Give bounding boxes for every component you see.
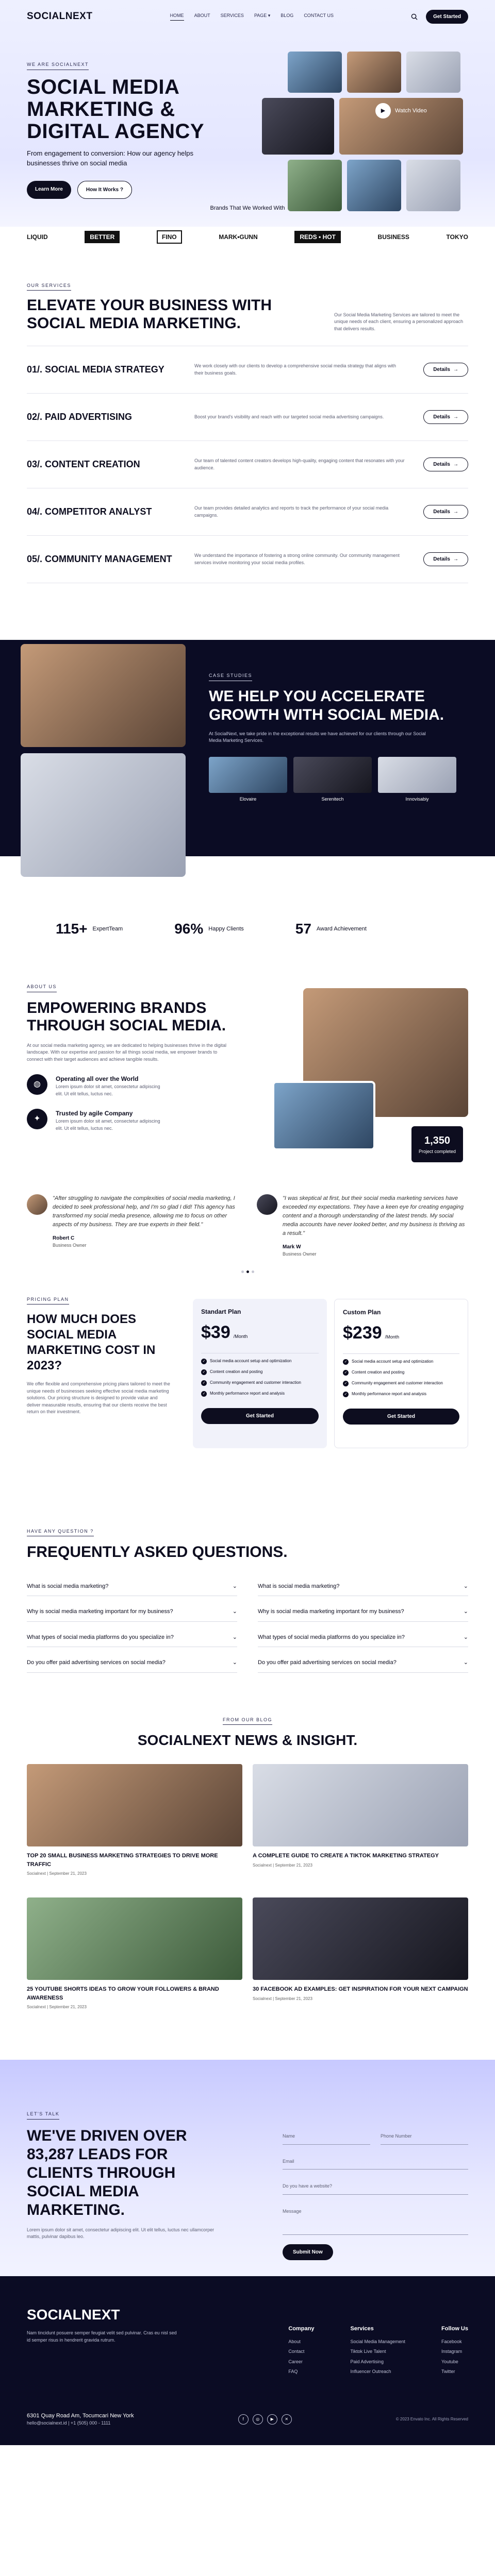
phone-field[interactable]: Phone Number bbox=[381, 2129, 468, 2145]
services-list bbox=[27, 346, 468, 583]
footer-column-services bbox=[350, 2325, 405, 2379]
plan-feature-text: Community engagement and customer interaction bbox=[210, 1380, 301, 1385]
blog-eyebrow: FROM OUR BLOG bbox=[223, 1717, 272, 1725]
stat-number: 57 bbox=[295, 921, 311, 937]
case-study-photo bbox=[21, 753, 186, 877]
facebook-icon[interactable]: f bbox=[238, 2414, 249, 2425]
case-thumbnails bbox=[209, 757, 467, 803]
stat-item bbox=[174, 918, 244, 940]
blog-post-title[interactable]: A COMPLETE GUIDE TO CREATE A TIKTOK MARKETING STRATEGY bbox=[253, 1853, 439, 1859]
footer-link[interactable]: FAQ bbox=[288, 2369, 298, 2375]
plan-get-started-button[interactable]: Get Started bbox=[201, 1408, 319, 1424]
footer-column-follow bbox=[441, 2325, 468, 2379]
blog-post-date: Socialnext | September 21, 2023 bbox=[27, 1871, 87, 1876]
faq-question: Why is social media marketing important for my business? bbox=[258, 1608, 404, 1615]
testimonials-section bbox=[27, 1194, 468, 1273]
stat-label: Award Achievement bbox=[316, 925, 367, 932]
about-feature bbox=[27, 1109, 233, 1132]
service-name: 04/. COMPETITOR ANALYST bbox=[27, 506, 152, 517]
projects-label: Project completed bbox=[418, 1149, 456, 1155]
service-description: We work closely with our clients to develop a comprehensive social media strategy that aligns with their business goals. bbox=[194, 363, 397, 376]
blog-post-date: Socialnext | September 21, 2023 bbox=[27, 2005, 87, 2010]
about-photos bbox=[272, 988, 468, 1174]
case-thumbnail[interactable] bbox=[209, 757, 287, 803]
plan-price: $39 bbox=[201, 1322, 230, 1342]
nav-contact[interactable]: CONTACT US bbox=[304, 12, 334, 18]
case-studies-text: At SocialNext, we take pride in the exceptional results we have achieved for our clients through our Social Media Marketing Services. bbox=[209, 731, 426, 743]
plan-feature-text: Content creation and posting bbox=[352, 1369, 405, 1375]
brand-logo-better: BETTER bbox=[85, 231, 120, 243]
stat-item bbox=[295, 918, 367, 940]
email-field[interactable]: Email bbox=[283, 2154, 468, 2170]
twitter-icon[interactable]: ✕ bbox=[282, 2414, 292, 2425]
footer-logo[interactable]: SOCIALNEXT bbox=[27, 2307, 120, 2323]
stat-number: 96% bbox=[174, 921, 204, 937]
check-icon: ✓ bbox=[201, 1369, 207, 1375]
check-icon: ✓ bbox=[343, 1381, 349, 1386]
service-name: 03/. CONTENT CREATION bbox=[27, 459, 140, 469]
footer-column-title: Company bbox=[288, 2326, 315, 2332]
blog-post-title[interactable]: 25 YOUTUBE SHORTS IDEAS TO GROW YOUR FOLLOWERS & BRAND AWARENESS bbox=[27, 1986, 219, 2001]
plan-name: Custom Plan bbox=[343, 1308, 381, 1316]
plan-feature-text: Monthly performance report and analysis bbox=[352, 1391, 426, 1396]
faq-question: What types of social media platforms do you specialize in? bbox=[27, 1634, 174, 1640]
message-field[interactable]: Message bbox=[283, 2204, 468, 2235]
get-started-button[interactable]: Get Started bbox=[426, 10, 468, 24]
details-label: Details bbox=[433, 556, 450, 562]
youtube-icon[interactable]: ▶ bbox=[267, 2414, 277, 2425]
blog-title: SOCIALNEXT NEWS & INSIGHT. bbox=[137, 1732, 358, 1749]
footer-column-title: Services bbox=[350, 2326, 374, 2332]
service-name: 01/. SOCIAL MEDIA STRATEGY bbox=[27, 364, 164, 375]
faq-question: What is social media marketing? bbox=[27, 1583, 109, 1589]
team-photo bbox=[406, 52, 460, 93]
blog-post-card[interactable] bbox=[253, 1897, 468, 2010]
pricing-section bbox=[27, 1294, 468, 1448]
details-label: Details bbox=[433, 414, 450, 420]
nav-about[interactable]: ABOUT bbox=[194, 12, 210, 18]
service-description: Boost your brand's visibility and reach with our targeted social media advertising campaigns. bbox=[194, 414, 384, 419]
details-label: Details bbox=[433, 367, 450, 372]
faq-list bbox=[27, 1577, 468, 1673]
testimonial-name: Mark W bbox=[283, 1244, 301, 1250]
footer-description: Nam tincidunt posuere semper feugiat velit sed pulvinar. Cras eu nisl sed id semper risus in hendrerit gravida rutrum. bbox=[27, 2330, 177, 2343]
details-label: Details bbox=[433, 509, 450, 515]
feature-title: Operating all over the World bbox=[56, 1075, 139, 1082]
nav-links bbox=[170, 12, 334, 21]
chevron-down-icon: ⌄ bbox=[463, 1659, 468, 1666]
copyright: © 2023 Envato Inc. All Rights Reserved bbox=[395, 2416, 468, 2421]
check-icon: ✓ bbox=[201, 1391, 207, 1397]
brand-logo-liquid: LIQUID bbox=[27, 233, 48, 241]
service-row bbox=[27, 536, 468, 583]
nav-home[interactable]: HOME bbox=[170, 12, 184, 21]
feature-description: Lorem ipsum dolor sit amet, consectetur adipiscing elit. Ut elit tellus, luctus nec. bbox=[56, 1118, 160, 1131]
plan-feature bbox=[201, 1359, 319, 1364]
arrow-right-icon: → bbox=[453, 556, 458, 562]
hero-title: SOCIAL MEDIA MARKETING & DIGITAL AGENCY bbox=[27, 75, 205, 143]
blog-post-grid bbox=[27, 1764, 468, 2010]
plan-feature bbox=[343, 1370, 459, 1376]
service-row bbox=[27, 394, 468, 441]
projects-count: 1,350 bbox=[424, 1135, 451, 1147]
footer-column-company bbox=[288, 2325, 314, 2379]
case-studies-eyebrow: CASE STUDIES bbox=[209, 672, 252, 681]
blog-post-title[interactable]: TOP 20 SMALL BUSINESS MARKETING STRATEGIES TO DRIVE MORE TRAFFIC bbox=[27, 1853, 218, 1868]
check-icon: ✓ bbox=[201, 1380, 207, 1386]
projects-badge bbox=[411, 1126, 463, 1162]
top-nav bbox=[27, 0, 468, 33]
contact-text: Lorem ipsum dolor sit amet, consectetur adipiscing elit. Ut elit tellus, luctus nec ullamcorper mattis, pulvinar dapibus leo. bbox=[27, 2227, 214, 2240]
services-intro: Our Social Media Marketing Services are tailored to meet the unique needs of each client, ensuring a personalized approach that delivers results. bbox=[334, 312, 464, 331]
brands-title: Brands That We Worked With bbox=[210, 205, 285, 211]
contact-section bbox=[0, 2060, 495, 2276]
arrow-right-icon: → bbox=[453, 509, 458, 515]
service-details-button[interactable] bbox=[423, 457, 468, 471]
nav-actions bbox=[411, 10, 468, 24]
hero-photo-collage bbox=[262, 52, 468, 216]
testimonial-role: Business Owner bbox=[53, 1243, 87, 1248]
case-studies-section bbox=[0, 640, 495, 882]
service-description: Our team of talented content creators develops high-quality, engaging content that resonates with your audience. bbox=[194, 458, 405, 470]
carousel-dot-active[interactable] bbox=[246, 1270, 249, 1273]
blog-post-image bbox=[253, 1764, 468, 1846]
case-thumbnail[interactable] bbox=[293, 757, 372, 803]
blog-post-date: Socialnext | September 21, 2023 bbox=[253, 1862, 312, 1868]
faq-question: Do you offer paid advertising services on social media? bbox=[27, 1659, 166, 1666]
case-thumbnail-image bbox=[293, 757, 372, 793]
check-icon: ✓ bbox=[201, 1359, 207, 1364]
team-photo bbox=[288, 160, 342, 211]
arrow-right-icon: → bbox=[453, 367, 458, 372]
about-photo-secondary bbox=[272, 1081, 375, 1150]
details-label: Details bbox=[433, 462, 450, 467]
team-photo bbox=[347, 160, 401, 211]
faq-item[interactable] bbox=[27, 1602, 237, 1622]
testimonial-quote: "After struggling to navigate the complexities of social media marketing, I decided to seek professional help, and I'm so glad I did! This agency has transformed my social media presence, allowing me to focus on other aspects of my business. They are true experts in their field." bbox=[53, 1195, 235, 1228]
blog-post-card[interactable] bbox=[27, 1764, 242, 1877]
plan-period: /Month bbox=[233, 1333, 248, 1339]
footer-link[interactable]: Influencer Outreach bbox=[350, 2369, 391, 2375]
faq-question: What types of social media platforms do you specialize in? bbox=[258, 1634, 405, 1640]
service-description: Our team provides detailed analytics and reports to track the performance of your social media campaigns. bbox=[194, 505, 389, 518]
services-title: ELEVATE YOUR BUSINESS WITH SOCIAL MEDIA MARKETING. bbox=[27, 297, 272, 332]
footer-link[interactable]: Contact bbox=[288, 2349, 305, 2354]
site-footer bbox=[0, 2276, 495, 2445]
stat-item bbox=[56, 918, 123, 940]
faq-question: Why is social media marketing important for my business? bbox=[27, 1608, 173, 1615]
footer-contact: hello@socialnext.id | +1 (505) 000 - 1111 bbox=[27, 2420, 111, 2426]
faq-item[interactable] bbox=[258, 1602, 468, 1622]
globe-icon: ◍ bbox=[27, 1074, 47, 1095]
case-study-photo bbox=[21, 644, 186, 747]
blog-post-card[interactable] bbox=[27, 1897, 242, 2010]
site-logo[interactable]: SOCIALNEXT bbox=[27, 10, 93, 22]
footer-link[interactable]: Twitter bbox=[441, 2369, 455, 2375]
chevron-down-icon: ⌄ bbox=[463, 1583, 468, 1589]
nav-page[interactable]: PAGE ▾ bbox=[254, 12, 271, 18]
service-row bbox=[27, 441, 468, 488]
check-icon: ✓ bbox=[343, 1392, 349, 1397]
case-studies-title: WE HELP YOU ACCELERATE GROWTH WITH SOCIAL MEDIA. bbox=[209, 687, 444, 723]
feature-description: Lorem ipsum dolor sit amet, consectetur adipiscing elit. Ut elit tellus, luctus nec. bbox=[56, 1084, 160, 1096]
hero-eyebrow: WE ARE SOCIALNEXT bbox=[27, 61, 89, 70]
blog-post-card[interactable] bbox=[253, 1764, 468, 1877]
case-thumbnail-label: Serenitech bbox=[321, 796, 344, 802]
faq-eyebrow: HAVE ANY QUESTION ? bbox=[27, 1528, 94, 1537]
service-description: We understand the importance of fostering a strong online community. Our community management services involve monitoring your social media profiles. bbox=[194, 553, 400, 565]
watch-video-control[interactable] bbox=[375, 103, 427, 118]
blog-post-image bbox=[253, 1897, 468, 1980]
case-thumbnail[interactable] bbox=[378, 757, 456, 803]
chevron-down-icon: ⌄ bbox=[232, 1583, 237, 1589]
footer-link[interactable]: Career bbox=[288, 2359, 303, 2364]
watch-video-label: Watch Video bbox=[395, 107, 427, 114]
pricing-card-standard bbox=[193, 1299, 327, 1448]
pricing-eyebrow: PRICING PLAN bbox=[27, 1296, 69, 1305]
about-feature bbox=[27, 1074, 233, 1097]
faq-item[interactable] bbox=[27, 1628, 237, 1648]
learn-more-button[interactable]: Learn More bbox=[27, 181, 71, 199]
footer-link[interactable]: Facebook bbox=[441, 2338, 462, 2344]
pricing-card-custom bbox=[334, 1299, 468, 1448]
plan-feature-text: Social media account setup and optimization bbox=[352, 1359, 434, 1364]
plan-feature bbox=[343, 1359, 459, 1365]
service-details-button[interactable] bbox=[423, 505, 468, 519]
pricing-text: We offer flexible and comprehensive pricing plans tailored to meet the unique needs of businesses seeking effective social media marketing solutions. Our pricing structure is designed to provide value and deliver measurable results, ensuring that our clients receive the best return on their investment. bbox=[27, 1381, 170, 1415]
services-section bbox=[27, 280, 468, 584]
case-thumbnail-label: Elovaire bbox=[239, 796, 257, 802]
about-title: EMPOWERING BRANDS THROUGH SOCIAL MEDIA. bbox=[27, 999, 226, 1034]
team-photo bbox=[347, 52, 401, 93]
nav-services[interactable]: SERVICES bbox=[220, 12, 244, 18]
team-photo bbox=[262, 98, 334, 155]
chevron-down-icon: ⌄ bbox=[463, 1634, 468, 1640]
service-details-button[interactable] bbox=[423, 363, 468, 377]
service-details-button[interactable] bbox=[423, 552, 468, 566]
faq-item[interactable] bbox=[27, 1653, 237, 1673]
plan-feature bbox=[201, 1380, 319, 1386]
blog-post-title[interactable]: 30 FACEBOOK AD EXAMPLES: GET INSPIRATION FOR YOUR NEXT CAMPAIGN bbox=[253, 1986, 468, 1993]
plan-get-started-button[interactable]: Get Started bbox=[343, 1409, 459, 1425]
chevron-down-icon: ⌄ bbox=[232, 1659, 237, 1666]
check-icon: ✓ bbox=[343, 1370, 349, 1376]
faq-item[interactable] bbox=[258, 1653, 468, 1673]
testimonial-quote: "I was skeptical at first, but their social media marketing services have exceeded my expectations. They have a keen eye for creating engaging content and a thorough understanding of the latest trends. My social media accounts have never looked better, and my business is thriving as a result." bbox=[283, 1195, 465, 1237]
service-details-button[interactable] bbox=[423, 410, 468, 424]
plan-feature-text: Social media account setup and optimization bbox=[210, 1358, 292, 1363]
testimonial-role: Business Owner bbox=[283, 1251, 317, 1257]
service-name: 02/. PAID ADVERTISING bbox=[27, 412, 133, 422]
arrow-right-icon: → bbox=[453, 414, 458, 420]
testimonial-name: Robert C bbox=[53, 1235, 75, 1242]
feature-title: Trusted by agile Company bbox=[56, 1110, 133, 1117]
plan-feature bbox=[201, 1391, 319, 1397]
case-thumbnail-image bbox=[209, 757, 287, 793]
footer-link[interactable]: Social Media Management bbox=[350, 2338, 406, 2344]
plan-name: Standart Plan bbox=[201, 1308, 241, 1315]
footer-link[interactable]: Tiktok Live Talent bbox=[350, 2349, 386, 2354]
testimonial-card bbox=[27, 1194, 238, 1258]
carousel-dot[interactable] bbox=[252, 1270, 254, 1273]
name-field[interactable]: Name bbox=[283, 2129, 370, 2145]
brand-logo-row bbox=[27, 230, 468, 244]
plan-feature-text: Community engagement and customer interaction bbox=[352, 1380, 443, 1385]
faq-item[interactable] bbox=[258, 1577, 468, 1597]
footer-link[interactable]: Youtube bbox=[441, 2359, 458, 2364]
instagram-icon[interactable]: ◎ bbox=[253, 2414, 263, 2425]
faq-question: Do you offer paid advertising services on social media? bbox=[258, 1659, 397, 1666]
footer-link[interactable]: About bbox=[288, 2338, 301, 2344]
team-photo bbox=[288, 52, 342, 93]
services-eyebrow: OUR SERVICES bbox=[27, 282, 71, 291]
blog-post-image bbox=[27, 1897, 242, 1980]
plan-period: /Month bbox=[385, 1334, 400, 1340]
submit-button[interactable]: Submit Now bbox=[283, 2244, 333, 2260]
stat-label: ExpertTeam bbox=[92, 925, 123, 932]
faq-item[interactable] bbox=[258, 1628, 468, 1648]
case-thumbnail-image bbox=[378, 757, 456, 793]
stat-label: Happy Clients bbox=[208, 925, 244, 932]
faq-item[interactable] bbox=[27, 1577, 237, 1597]
brand-logo-mark-gunn: MARK•GUNN bbox=[219, 233, 258, 241]
footer-link[interactable]: Paid Advertising bbox=[350, 2359, 384, 2364]
faq-question: What is social media marketing? bbox=[258, 1583, 340, 1589]
case-thumbnail-label: Innovisabiy bbox=[405, 796, 429, 802]
plan-feature bbox=[201, 1369, 319, 1375]
brand-logo-business: BUSINESS bbox=[377, 233, 409, 241]
carousel-dot[interactable] bbox=[241, 1270, 244, 1273]
pricing-title: HOW MUCH DOES SOCIAL MEDIA MARKETING COST IN 2023? bbox=[27, 1312, 156, 1373]
how-it-works-button[interactable]: How It Works ? bbox=[77, 181, 132, 199]
hero-subtitle: From engagement to conversion: How our agency helps businesses thrive on social media bbox=[27, 149, 194, 167]
chevron-down-icon: ⌄ bbox=[463, 1608, 468, 1615]
play-icon[interactable]: ▶ bbox=[375, 103, 391, 118]
about-eyebrow: ABOUT US bbox=[27, 984, 57, 992]
plan-feature-text: Content creation and posting bbox=[210, 1369, 263, 1374]
stats-row bbox=[27, 918, 468, 940]
avatar bbox=[27, 1194, 47, 1215]
check-icon: ✓ bbox=[343, 1359, 349, 1365]
chevron-down-icon: ⌄ bbox=[232, 1634, 237, 1640]
arrow-right-icon: → bbox=[453, 462, 458, 467]
plan-price: $239 bbox=[343, 1323, 382, 1343]
avatar bbox=[257, 1194, 277, 1215]
contact-form bbox=[283, 2129, 468, 2260]
service-row bbox=[27, 488, 468, 536]
brand-logo-tokyo: TOKYO bbox=[446, 233, 468, 241]
about-section bbox=[27, 981, 468, 1174]
stat-number: 115+ bbox=[56, 921, 88, 937]
hero-section bbox=[0, 0, 495, 227]
blog-post-image bbox=[27, 1764, 242, 1846]
blog-post-date: Socialnext | September 21, 2023 bbox=[253, 1996, 312, 2001]
blog-section bbox=[27, 1714, 468, 2011]
handshake-icon: ✦ bbox=[27, 1109, 47, 1129]
social-icons bbox=[238, 2414, 292, 2425]
contact-eyebrow: LET'S TALK bbox=[27, 2111, 59, 2120]
plan-feature bbox=[343, 1392, 459, 1397]
carousel-dots bbox=[27, 1270, 468, 1273]
service-row bbox=[27, 346, 468, 394]
about-text: At our social media marketing agency, we are dedicated to helping businesses thrive in the digital landscape. With our expertise and passion for all things social media, we empower brands to connect with their target audiences and achieve tangible results. bbox=[27, 1042, 227, 1062]
faq-section bbox=[27, 1526, 468, 1673]
contact-title: WE'VE DRIVEN OVER 83,287 LEADS FOR CLIENTS THROUGH SOCIAL MEDIA MARKETING. bbox=[27, 2127, 187, 2218]
brand-logo-reds-hot: REDS • HOT bbox=[294, 231, 341, 243]
website-select[interactable]: Do you have a website? bbox=[283, 2179, 468, 2195]
service-name: 05/. COMMUNITY MANAGEMENT bbox=[27, 554, 172, 564]
plan-feature-text: Monthly performance report and analysis bbox=[210, 1391, 285, 1396]
brand-logo-fino: FINO bbox=[157, 230, 182, 244]
search-icon[interactable] bbox=[411, 13, 418, 20]
chevron-down-icon: ⌄ bbox=[232, 1608, 237, 1615]
nav-blog[interactable]: BLOG bbox=[280, 12, 294, 18]
team-photo bbox=[406, 160, 460, 211]
footer-link[interactable]: Instagram bbox=[441, 2349, 463, 2354]
plan-feature bbox=[343, 1381, 459, 1386]
footer-address: 6301 Quay Road Am, Tocumcari New York bbox=[27, 2412, 134, 2419]
faq-title: FREQUENTLY ASKED QUESTIONS. bbox=[27, 1544, 288, 1561]
footer-column-title: Follow Us bbox=[441, 2326, 468, 2332]
testimonial-card bbox=[257, 1194, 468, 1258]
